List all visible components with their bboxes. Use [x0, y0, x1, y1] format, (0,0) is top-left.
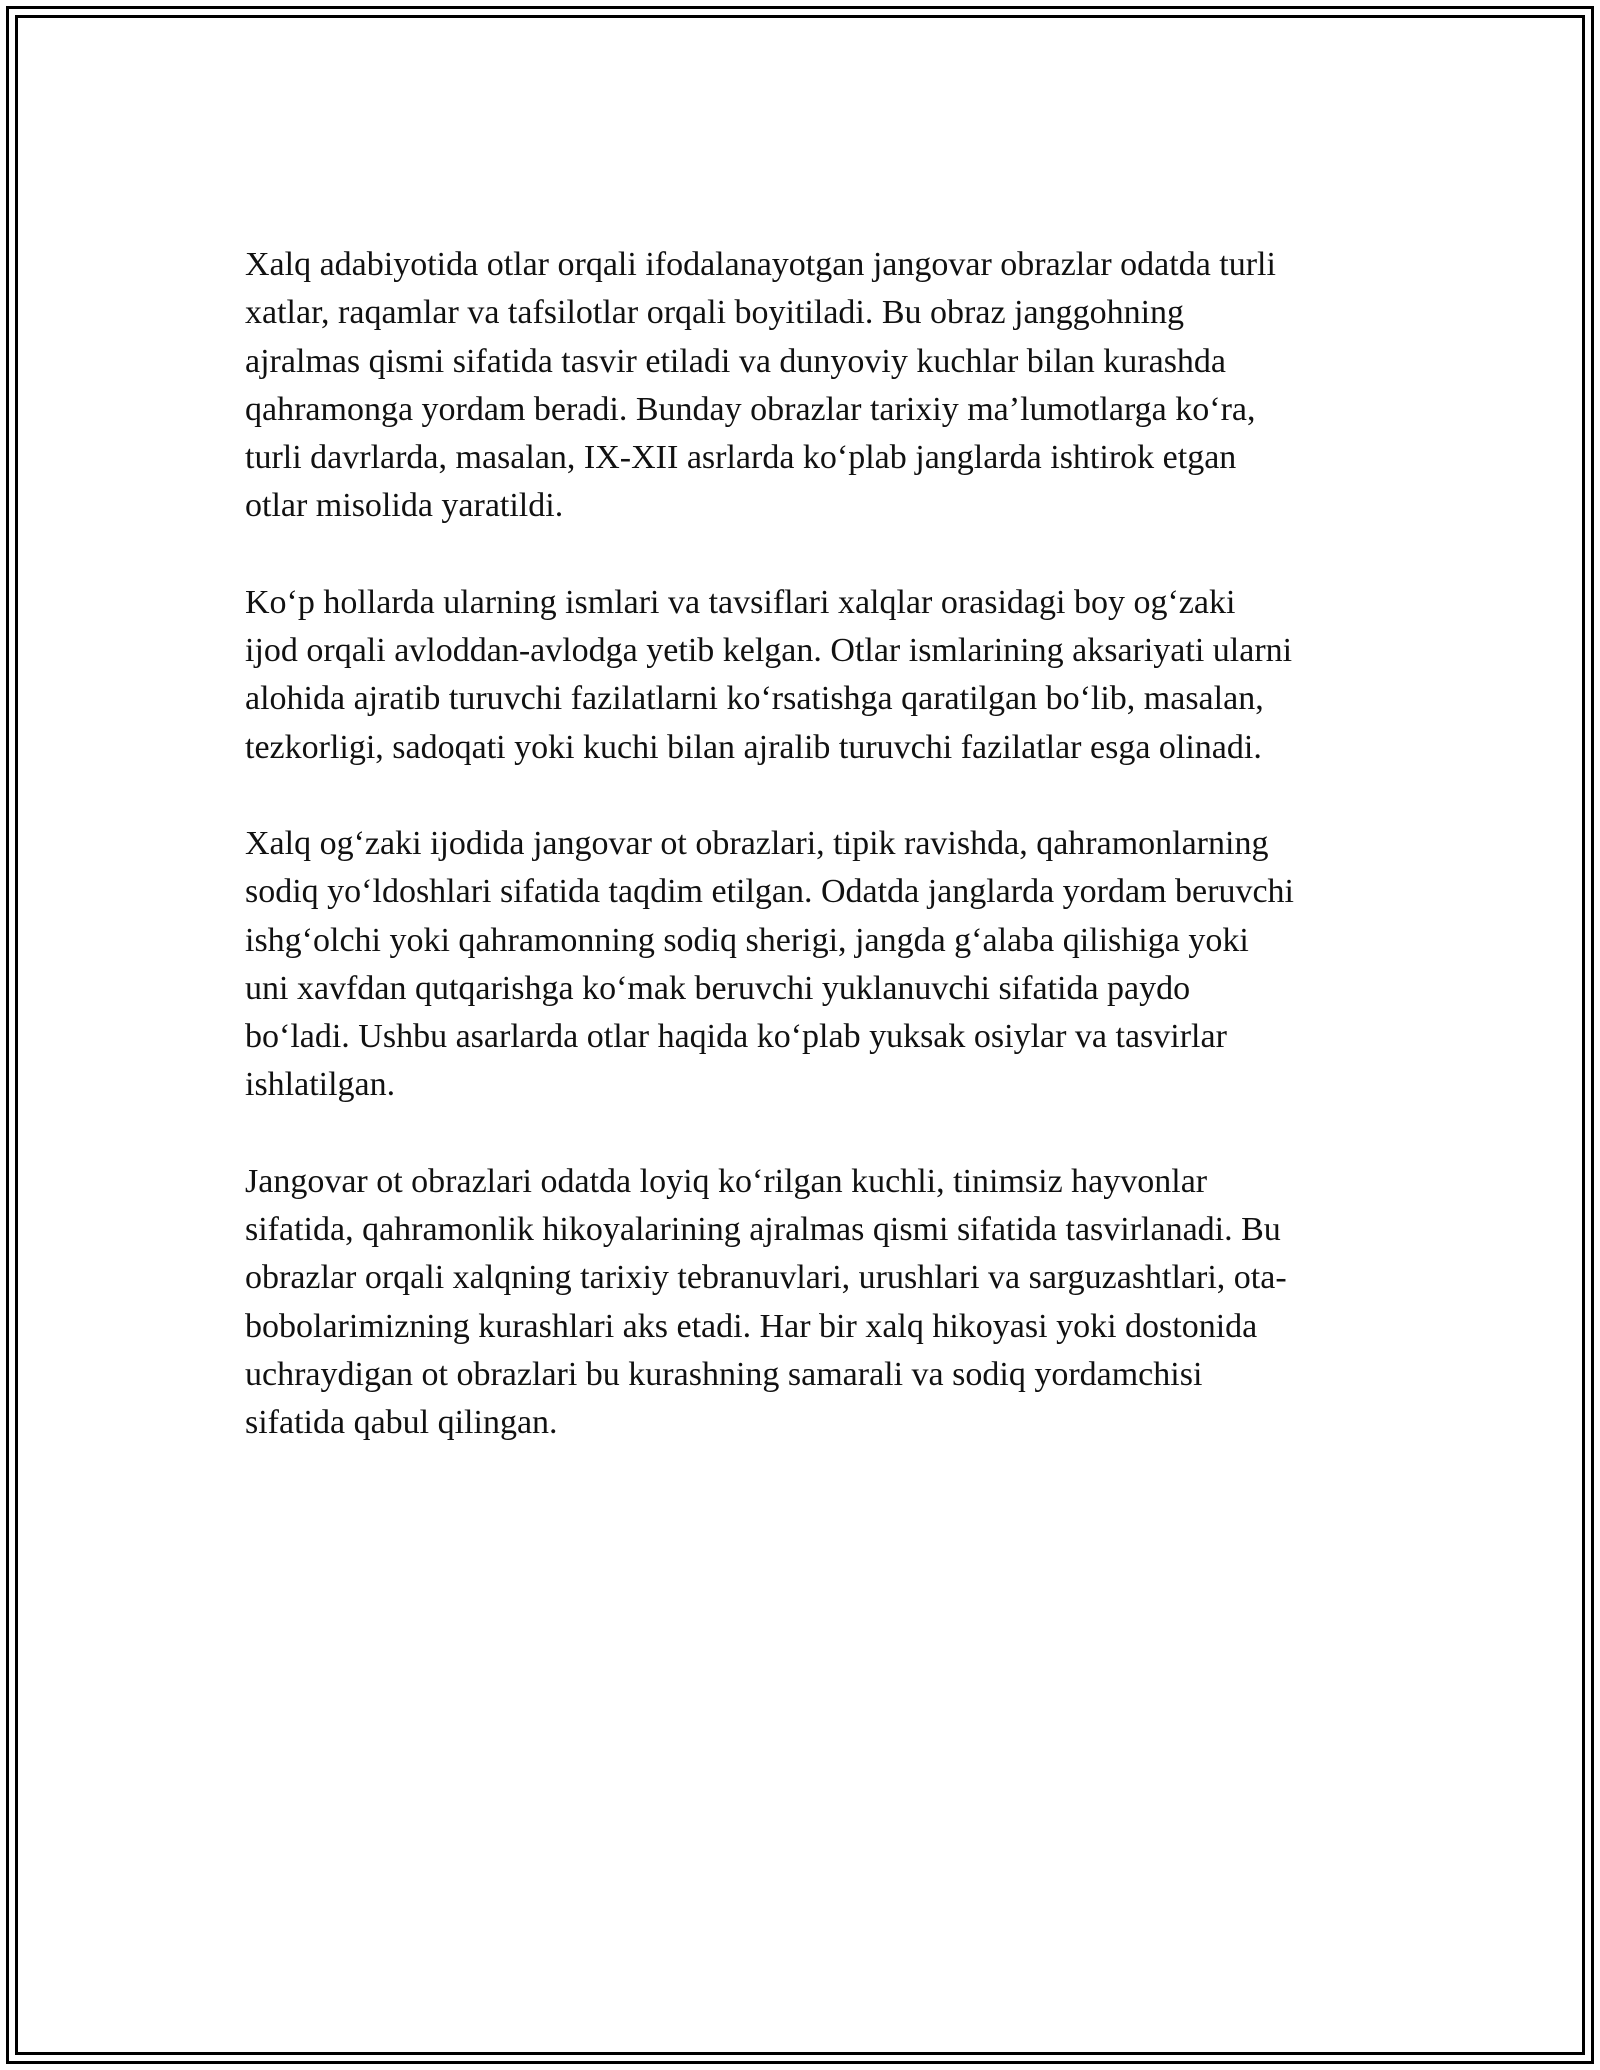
paragraph-2: Ko‘p hollarda ularning ismlari va tavsiflari xalqlar orasidagi boy og‘zaki ijod orqali avloddan-avlodga yetib kelgan. Otlar ismlarining aksariyati ularni alohida ajratib turuvchi fazilatlarni ko‘rsatishga qaratilgan bo‘lib, masalan, tezkorligi, sadoqati yoki kuchi bilan ajralib turuvchi fazilatlar esga olinadi. — [245, 583, 1293, 766]
page-frame-outer — [6, 6, 1594, 2064]
paragraph-3: Xalq og‘zaki ijodida jangovar ot obrazlari, tipik ravishda, qahramonlarning sodiq yo‘ldoshlari sifatida taqdim etilgan. Odatda janglarda yordam beruvchi ishg‘olchi yoki qahramonning sodiq sherigi, jangda g‘alaba qilishiga yoki uni xavfdan qutqarishga ko‘mak beruvchi yuklanuvchi sifatida paydo bo‘ladi. Ushbu asarlarda otlar haqida ko‘plab yuksak osiylar va tasvirlar ishlatilgan. — [245, 824, 1294, 1104]
document-body — [245, 241, 1385, 1496]
paragraph-4: Jangovar ot obrazlari odatda loyiq ko‘rilgan kuchli, tinimsiz hayvonlar sifatida, qahramonlik hikoyalarining ajralmas qismi sifatida tasvirlanadi. Bu obrazlar orqali xalqning tarixiy tebranuvlari, urushlari va sarguzashtlari, ota- bobolarimizning kurashlari aks etadi. Har bir xalq hikoyasi yoki dostonida uchraydigan ot obrazlari bu kurashning samarali va sodiq yordamchisi sifatida qabul qilingan. — [245, 1162, 1287, 1442]
paragraph-1: Xalq adabiyotida otlar orqali ifodalanayotgan jangovar obrazlar odatda turli xatlar, raqamlar va tafsilotlar orqali boyitiladi. Bu obraz janggohning ajralmas qismi sifatida tasvir etiladi va dunyoviy kuchlar bilan kurashda qahramonga yordam beradi. Bunday obrazlar tarixiy ma’lumotlarga ko‘ra, turli davrlarda, masalan, IX-XII asrlarda ko‘plab janglarda ishtirok etgan otlar misolida yaratildi. — [245, 246, 1276, 525]
